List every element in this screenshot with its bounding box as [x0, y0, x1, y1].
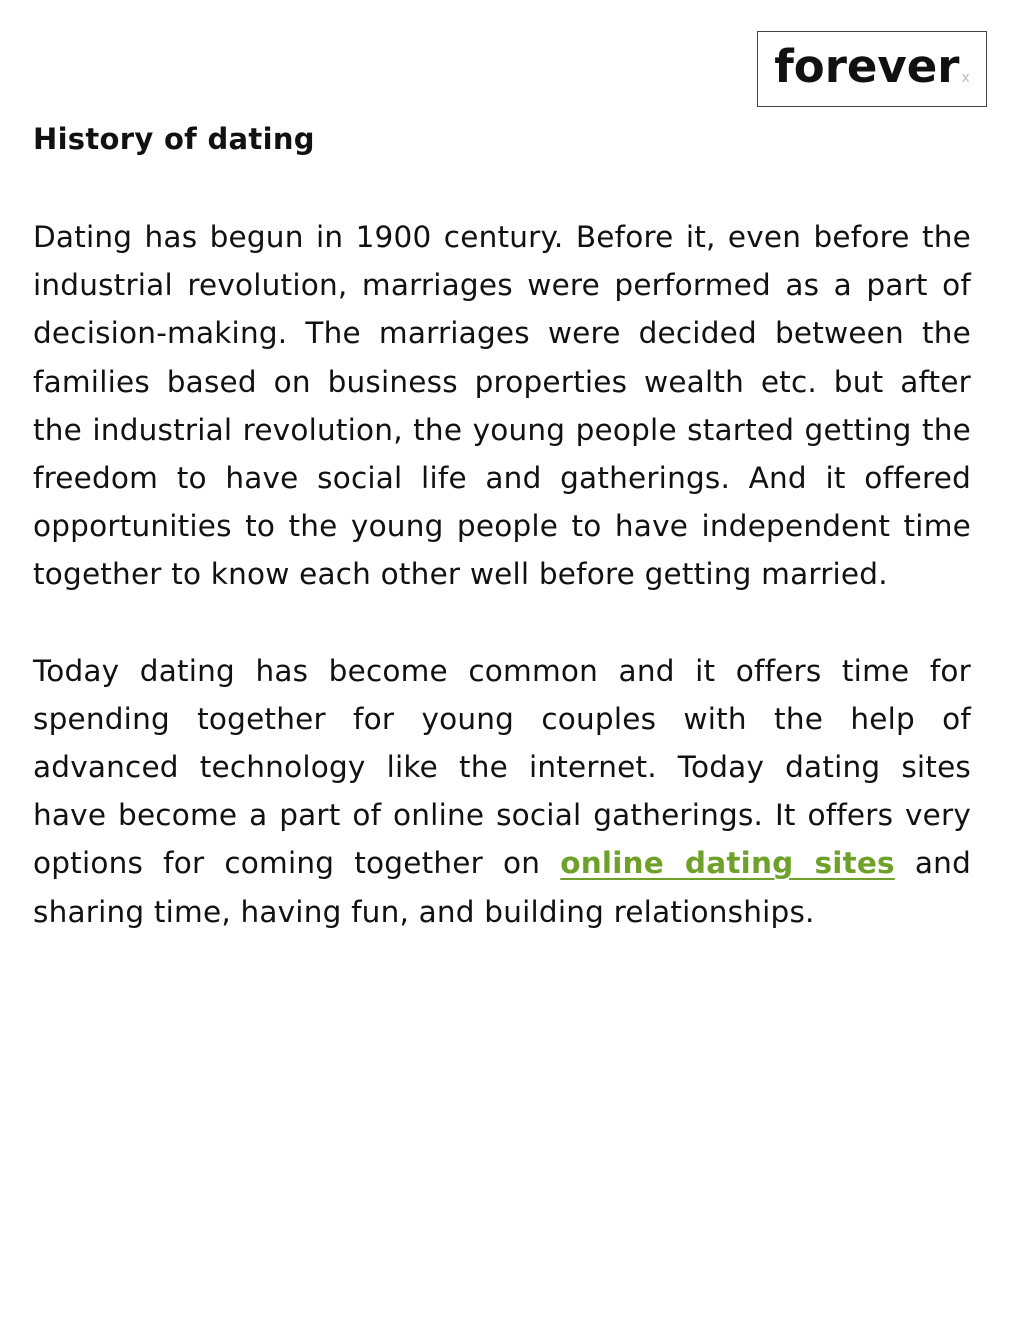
document-heading: History of dating: [33, 122, 315, 156]
paragraph-today: [33, 647, 971, 936]
logo-mark: x: [961, 70, 970, 86]
forever-logo: [757, 31, 987, 107]
online-dating-sites-link[interactable]: online dating sites: [560, 846, 895, 881]
paragraph-history: Dating has begun in 1900 century. Before it, even before the industrial revolution, marriages were performed as a part of decision-making. The marriages were decided between the families based on business properties wealth etc. but after the industrial revolution, the young people started getting the freedom to have social life and gatherings. And it offered opportunities to the young people to have independent time together to know each other well before getting married.: [33, 220, 971, 592]
document-body: [33, 117, 971, 936]
paragraph-today-text-after-link: and sharing time, having fun, and building relationships.: [33, 846, 971, 929]
logo-wordmark: forever: [774, 39, 960, 93]
paragraph-today-text-before-link: Today dating has become common and it offers time for spending together for young couples with the help of advanced technology like the internet. Today dating sites have become a part of online social gatherings. It offers very options for coming together on: [33, 653, 971, 881]
